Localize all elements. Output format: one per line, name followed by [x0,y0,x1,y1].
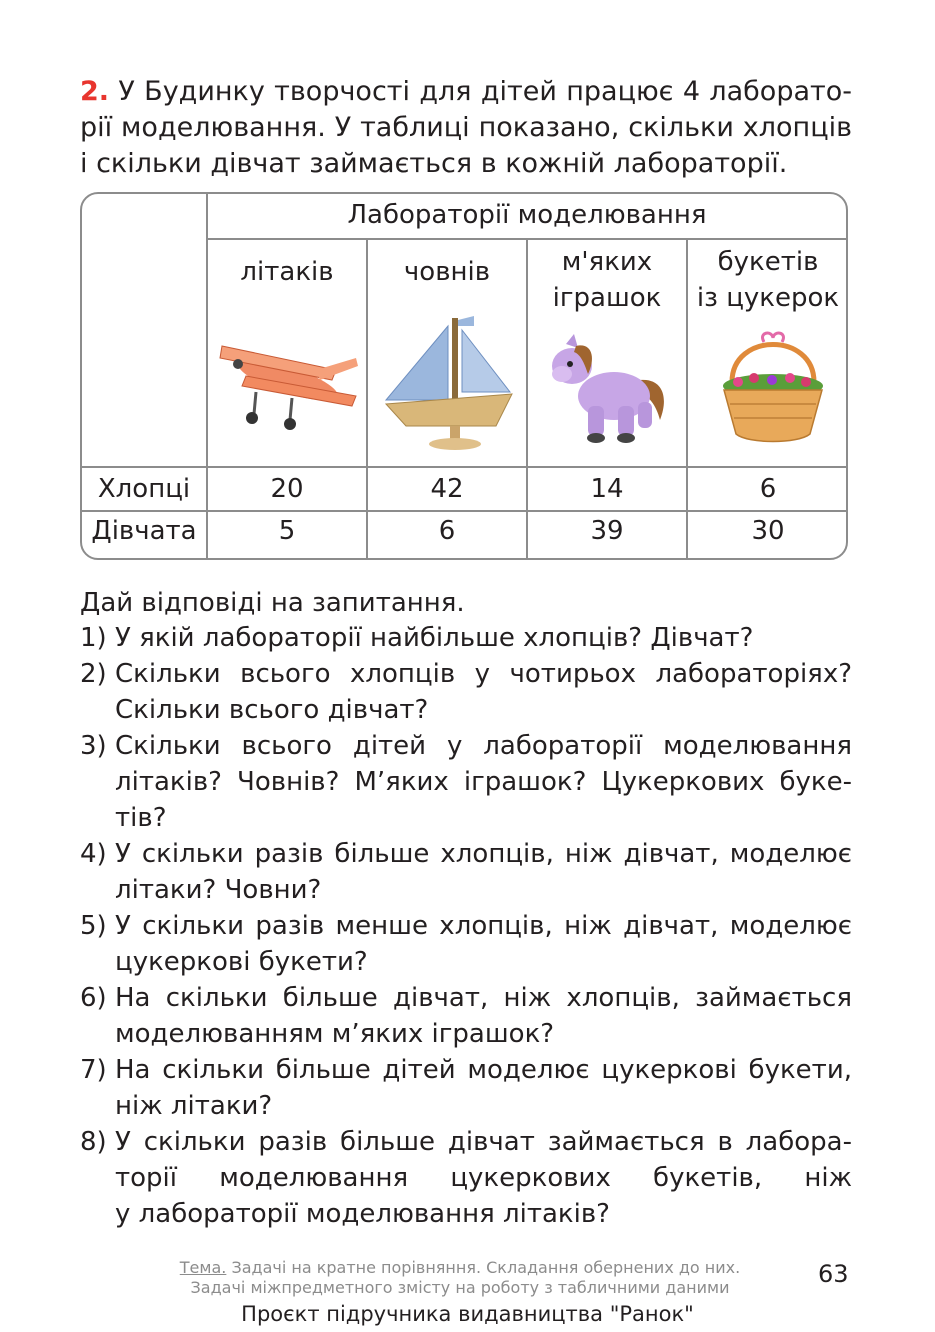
table-cell: 6 [759,474,777,504]
question-3 [80,728,852,836]
question-line: тів? [115,803,167,833]
question-line: Скільки всього дітей у лабораторії моделювання [115,731,852,761]
question-line: ніж літаки? [115,1091,273,1121]
question-line: У якій лабораторії найбільше хлопців? Дівчат? [115,623,754,653]
table-cell: 42 [430,474,464,504]
column-label-line: букетів [717,247,819,277]
question-line: У скільки разів більше хлопців, ніж дівчат, моделює [115,839,852,869]
row-label-boys: Хлопці [97,474,191,504]
column-label-line: іграшок [552,283,662,313]
question-line: цукеркові букети? [115,947,368,977]
question-number: 5) [80,911,107,941]
question-number: 2) [80,659,107,689]
answers-title: Дай відповіді на запитання. [80,588,465,618]
page-number: 63 [818,1260,849,1288]
task-number: 2. [80,76,110,107]
column-label-candy-bouquets [688,244,848,316]
question-number: 7) [80,1055,107,1085]
topic-label: Тема. [179,1258,227,1277]
question-number: 1) [80,623,107,653]
laboratories-table [80,192,848,560]
table-divider [82,466,846,468]
candy-basket-icon [718,322,828,446]
table-cell: 6 [438,516,456,546]
column-label-soft-toys [528,244,686,316]
task-text-1: У Будинку творчості для дітей працює 4 лаборато- [118,76,852,107]
table-cell: 20 [270,474,304,504]
task-line-2: рії моделювання. У таблиці показано, скільки хлопців [80,112,852,143]
column-label-line: із цукерок [696,283,840,313]
table-divider [206,238,846,240]
question-line: Скільки всього хлопців у чотирьох лабораторіях? [115,659,852,689]
question-line: літаки? Човни? [115,875,322,905]
question-line: моделюванням м’яких іграшок? [115,1019,555,1049]
column-label-line: літаків [240,257,334,287]
table-cell: 5 [278,516,296,546]
table-header: Лабораторії моделювання [347,200,707,230]
sailboat-icon [378,308,518,452]
topic-line-1: Задачі на кратне порівняння. Складання обернених до них. [231,1258,741,1277]
question-number: 8) [80,1127,107,1157]
question-line: Скільки всього дівчат? [115,695,429,725]
footer-topic [150,1258,770,1298]
question-line: літаків? Човнів? М’яких іграшок? Цукеркових буке- [115,767,852,797]
question-number: 6) [80,983,107,1013]
toy-pony-icon [548,334,674,446]
question-line: У скільки разів менше хлопців, ніж дівчат, моделює [115,911,852,941]
question-number: 4) [80,839,107,869]
question-number: 3) [80,731,107,761]
airplane-icon [216,330,362,436]
question-8 [80,1124,852,1232]
table-cell: 39 [590,516,624,546]
task-intro [80,74,852,182]
question-2 [80,656,852,728]
task-line-1 [80,74,852,110]
question-4 [80,836,852,908]
question-5 [80,908,852,980]
question-line: На скільки більше дітей моделює цукеркові букети, [115,1055,852,1085]
footer-project: Проєкт підручника видавництва "Ранок" [241,1302,694,1326]
column-label-line: м'яких [561,247,653,277]
question-line: На скільки більше дівчат, ніж хлопців, займається [115,983,852,1013]
question-7 [80,1052,852,1124]
table-cell: 30 [751,516,785,546]
question-1 [80,620,852,656]
question-line: У скільки разів більше дівчат займається в лабора- [115,1127,852,1157]
task-line-3: і скільки дівчат займається в кожній лабораторії. [80,148,788,179]
table-cell: 14 [590,474,624,504]
column-label-airplanes [208,254,366,290]
question-6 [80,980,852,1052]
question-line: торії моделювання цукеркових букетів, ніж [115,1163,852,1193]
question-line: у лабораторії моделювання літаків? [115,1199,610,1229]
column-label-line: човнів [403,257,491,287]
topic-line-2: Задачі міжпредметного змісту на роботу з табличними даними [190,1278,730,1297]
table-divider [82,510,846,512]
column-label-boats [368,254,526,290]
row-label-girls: Дівчата [91,516,197,546]
